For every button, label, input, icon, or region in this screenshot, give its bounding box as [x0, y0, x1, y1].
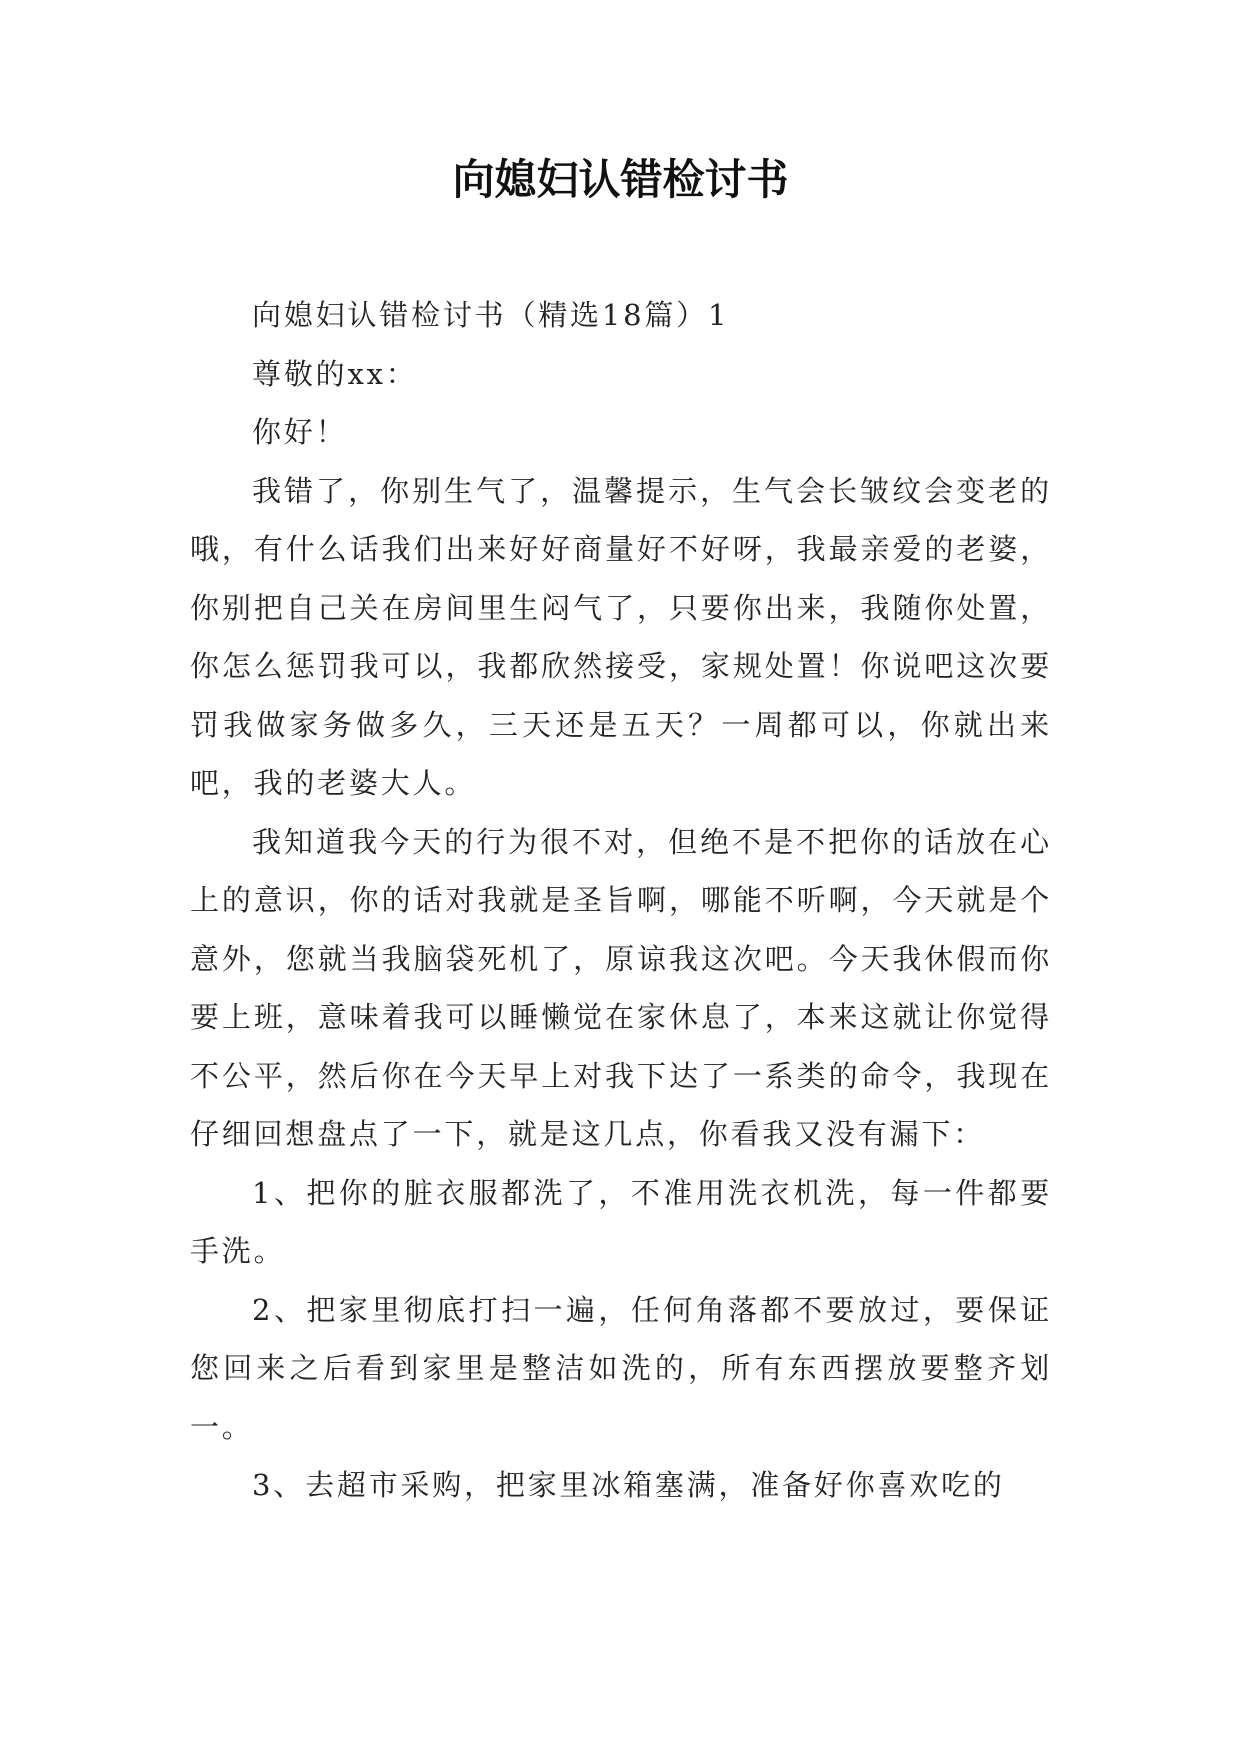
- document-title: 向媳妇认错检讨书: [452, 155, 789, 204]
- paragraph-greeting: 你好！: [252, 415, 348, 449]
- document-body: [190, 286, 1052, 1515]
- paragraph-body-2: 我知道我今天的行为很不对，但绝不是不把你的话放在心上的意识，你的话对我就是圣旨啊，哪能不听啊，今天就是个意外，您就当我脑袋死机了，原谅我这次吧。今天我休假而你要上班，意味着我可以睡懒觉在家休息了，本来这就让你觉得不公平，然后你在今天早上对我下达了一系类的命令，我现在仔细回想盘点了一下，就是这几点，你看我又没有漏下：: [190, 824, 1052, 1151]
- paragraph-item-2: 2、把家里彻底打扫一遍，任何角落都不要放过，要保证您回来之后看到家里是整洁如洗的，所有东西摆放要整齐划一。: [190, 1292, 1052, 1444]
- paragraph-body-1: 我错了，你别生气了，温馨提示，生气会长皱纹会变老的哦，有什么话我们出来好好商量好不好呀，我最亲爱的老婆，你别把自己关在房间里生闷气了，只要你出来，我随你处置，你怎么惩罚我可以，我都欣然接受，家规处置！你说吧这次要罚我做家务做多久，三天还是五天？一周都可以，你就出来吧，我的老婆大人。: [190, 473, 1052, 800]
- paragraph-item-3: 3、去超市采购，把家里冰箱塞满，准备好你喜欢吃的: [252, 1468, 1005, 1502]
- paragraph-subtitle: 向媳妇认错检讨书（精选18篇）1: [252, 298, 730, 332]
- paragraph-item-1: 1、把你的脏衣服都洗了，不准用洗衣机洗，每一件都要手洗。: [190, 1175, 1052, 1268]
- paragraph-salutation: 尊敬的xx：: [252, 356, 418, 391]
